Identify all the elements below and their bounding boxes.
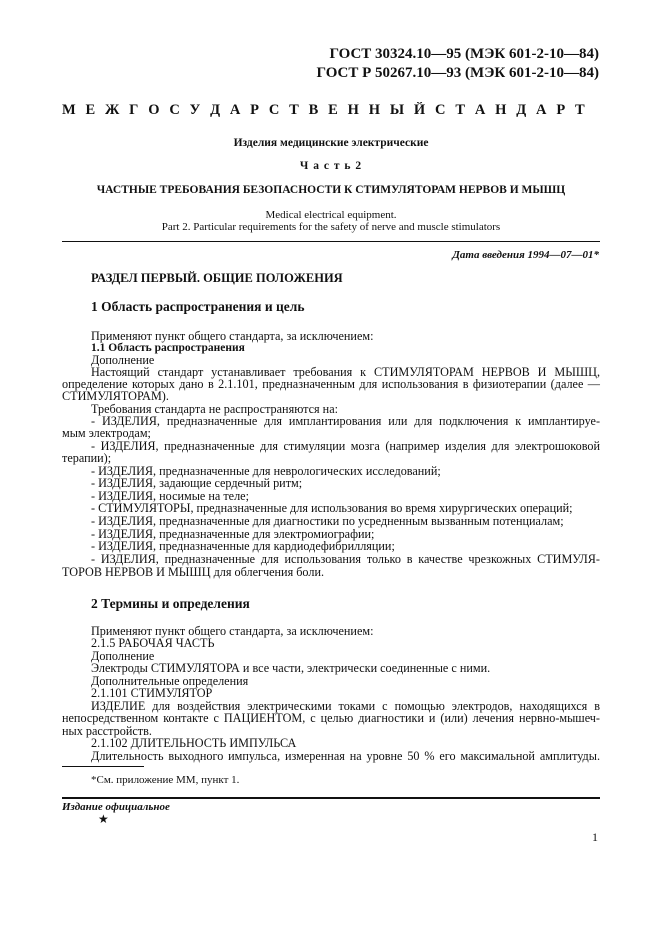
star-icon: ★ <box>98 812 109 826</box>
s1-subclause-1-1: 1.1 Область распространения <box>91 342 245 354</box>
s2-line-3: Дополнение <box>91 649 155 663</box>
s1-line-1: Применяют пункт общего стандарта, за исключением: <box>91 329 374 343</box>
s1-line-9: мым электродам; <box>62 426 151 440</box>
gost-code-1: ГОСТ 30324.10—95 (МЭК 601-2-10—84) <box>329 46 599 62</box>
clause-1-heading: 1 Область распространения и цель <box>91 299 305 314</box>
s2-term-2-1-5: 2.1.5 РАБОЧАЯ ЧАСТЬ <box>91 636 215 650</box>
s2-term-2-1-102: 2.1.102 ДЛИТЕЛЬНОСТЬ ИМПУЛЬСА <box>91 736 297 750</box>
standard-banner: М Е Ж Г О С У Д А Р С Т В Е Н Н Ы Й С Т А Н Д А Р Т <box>62 102 588 118</box>
s1-line-14: - ИЗДЕЛИЯ, носимые на теле; <box>91 489 249 503</box>
s1-line-8: - ИЗДЕЛИЯ, предназначенные для имплантирования или для подключения к имплантируе- <box>91 414 600 428</box>
s1-line-17: - ИЗДЕЛИЯ, предназначенные для электромиографии; <box>91 527 375 541</box>
s2-line-8: непосредственном контакте с ПАЦИЕНТОМ, с целью диагностики и (или) лечения нервно-мышеч- <box>62 711 600 725</box>
section-heading: РАЗДЕЛ ПЕРВЫЙ. ОБЩИЕ ПОЛОЖЕНИЯ <box>91 271 343 285</box>
english-title-2: Part 2. Particular requirements for the safety of nerve and muscle stimulators <box>161 221 501 233</box>
s2-line-7: ИЗДЕЛИЕ для воздействия электрическими токами с помощью электродов, находящихся в <box>91 699 600 713</box>
s1-line-4: Настоящий стандарт устанавливает требования к СТИМУЛЯТОРАМ НЕРВОВ И МЫШЦ, <box>91 365 600 379</box>
main-title: ЧАСТНЫЕ ТРЕБОВАНИЯ БЕЗОПАСНОСТИ К СТИМУЛЯТОРАМ НЕРВОВ И МЫШЦ <box>96 184 566 196</box>
s1-line-6: СТИМУЛЯТОРАМ). <box>62 389 169 403</box>
s1-line-7: Требования стандарта не распространяются на: <box>91 402 338 416</box>
gost-code-2: ГОСТ Р 50267.10—93 (МЭК 601-2-10—84) <box>316 65 599 81</box>
product-title: Изделия медицинские электрические <box>233 137 429 149</box>
s2-line-9: ных расстройств. <box>62 724 152 738</box>
s1-line-3: Дополнение <box>91 353 155 367</box>
s1-line-20: ТОРОВ НЕРВОВ И МЫШЦ для облегчения боли. <box>62 565 325 579</box>
s1-line-15: - СТИМУЛЯТОРЫ, предназначенные для использования во время хирургических операций; <box>91 501 573 515</box>
s1-line-19: - ИЗДЕЛИЯ, предназначенные для использования только в качестве чрезкожных СТИМУЛЯ- <box>91 552 600 566</box>
s1-line-5: определение которых дано в 2.1.101, предназначенным для использования в физиотерапии (далее — <box>62 377 600 391</box>
english-title-1: Medical electrical equipment. <box>265 209 397 221</box>
footnote-rule <box>62 766 144 767</box>
s1-line-10: - ИЗДЕЛИЯ, предназначенные для стимуляции мозга (например изделия для электрошоковой <box>91 439 600 453</box>
title-divider <box>62 241 600 242</box>
s1-line-18: - ИЗДЕЛИЯ, предназначенные для кардиодефибрилляции; <box>91 539 395 553</box>
effective-date: Дата введения 1994—07—01* <box>452 249 599 261</box>
s2-term-2-1-101: 2.1.101 СТИМУЛЯТОР <box>91 686 213 700</box>
part-title: Ч а с т ь 2 <box>299 160 363 172</box>
official-edition: Издание официальное <box>62 801 170 813</box>
s2-line-4: Электроды СТИМУЛЯТОРА и все части, электрически соединенные с ними. <box>91 661 491 675</box>
s2-line-5: Дополнительные определения <box>91 674 249 688</box>
s1-line-11: терапии); <box>62 451 112 465</box>
s1-line-13: - ИЗДЕЛИЯ, задающие сердечный ритм; <box>91 476 303 490</box>
s2-line-1: Применяют пункт общего стандарта, за исключением: <box>91 624 374 638</box>
footnote: *См. приложение ММ, пункт 1. <box>91 774 240 786</box>
clause-2-heading: 2 Термины и определения <box>91 596 250 611</box>
s1-line-12: - ИЗДЕЛИЯ, предназначенные для неврологических исследований; <box>91 464 441 478</box>
s1-line-16: - ИЗДЕЛИЯ, предназначенные для диагностики по усредненным вызванным потенциалам; <box>91 514 564 528</box>
s2-line-11: Длительность выходного импульса, измеренная на уровне 50 % его максимальной амплитуды. <box>91 749 600 763</box>
page-number: 1 <box>592 830 598 844</box>
bottom-rule <box>62 797 600 799</box>
